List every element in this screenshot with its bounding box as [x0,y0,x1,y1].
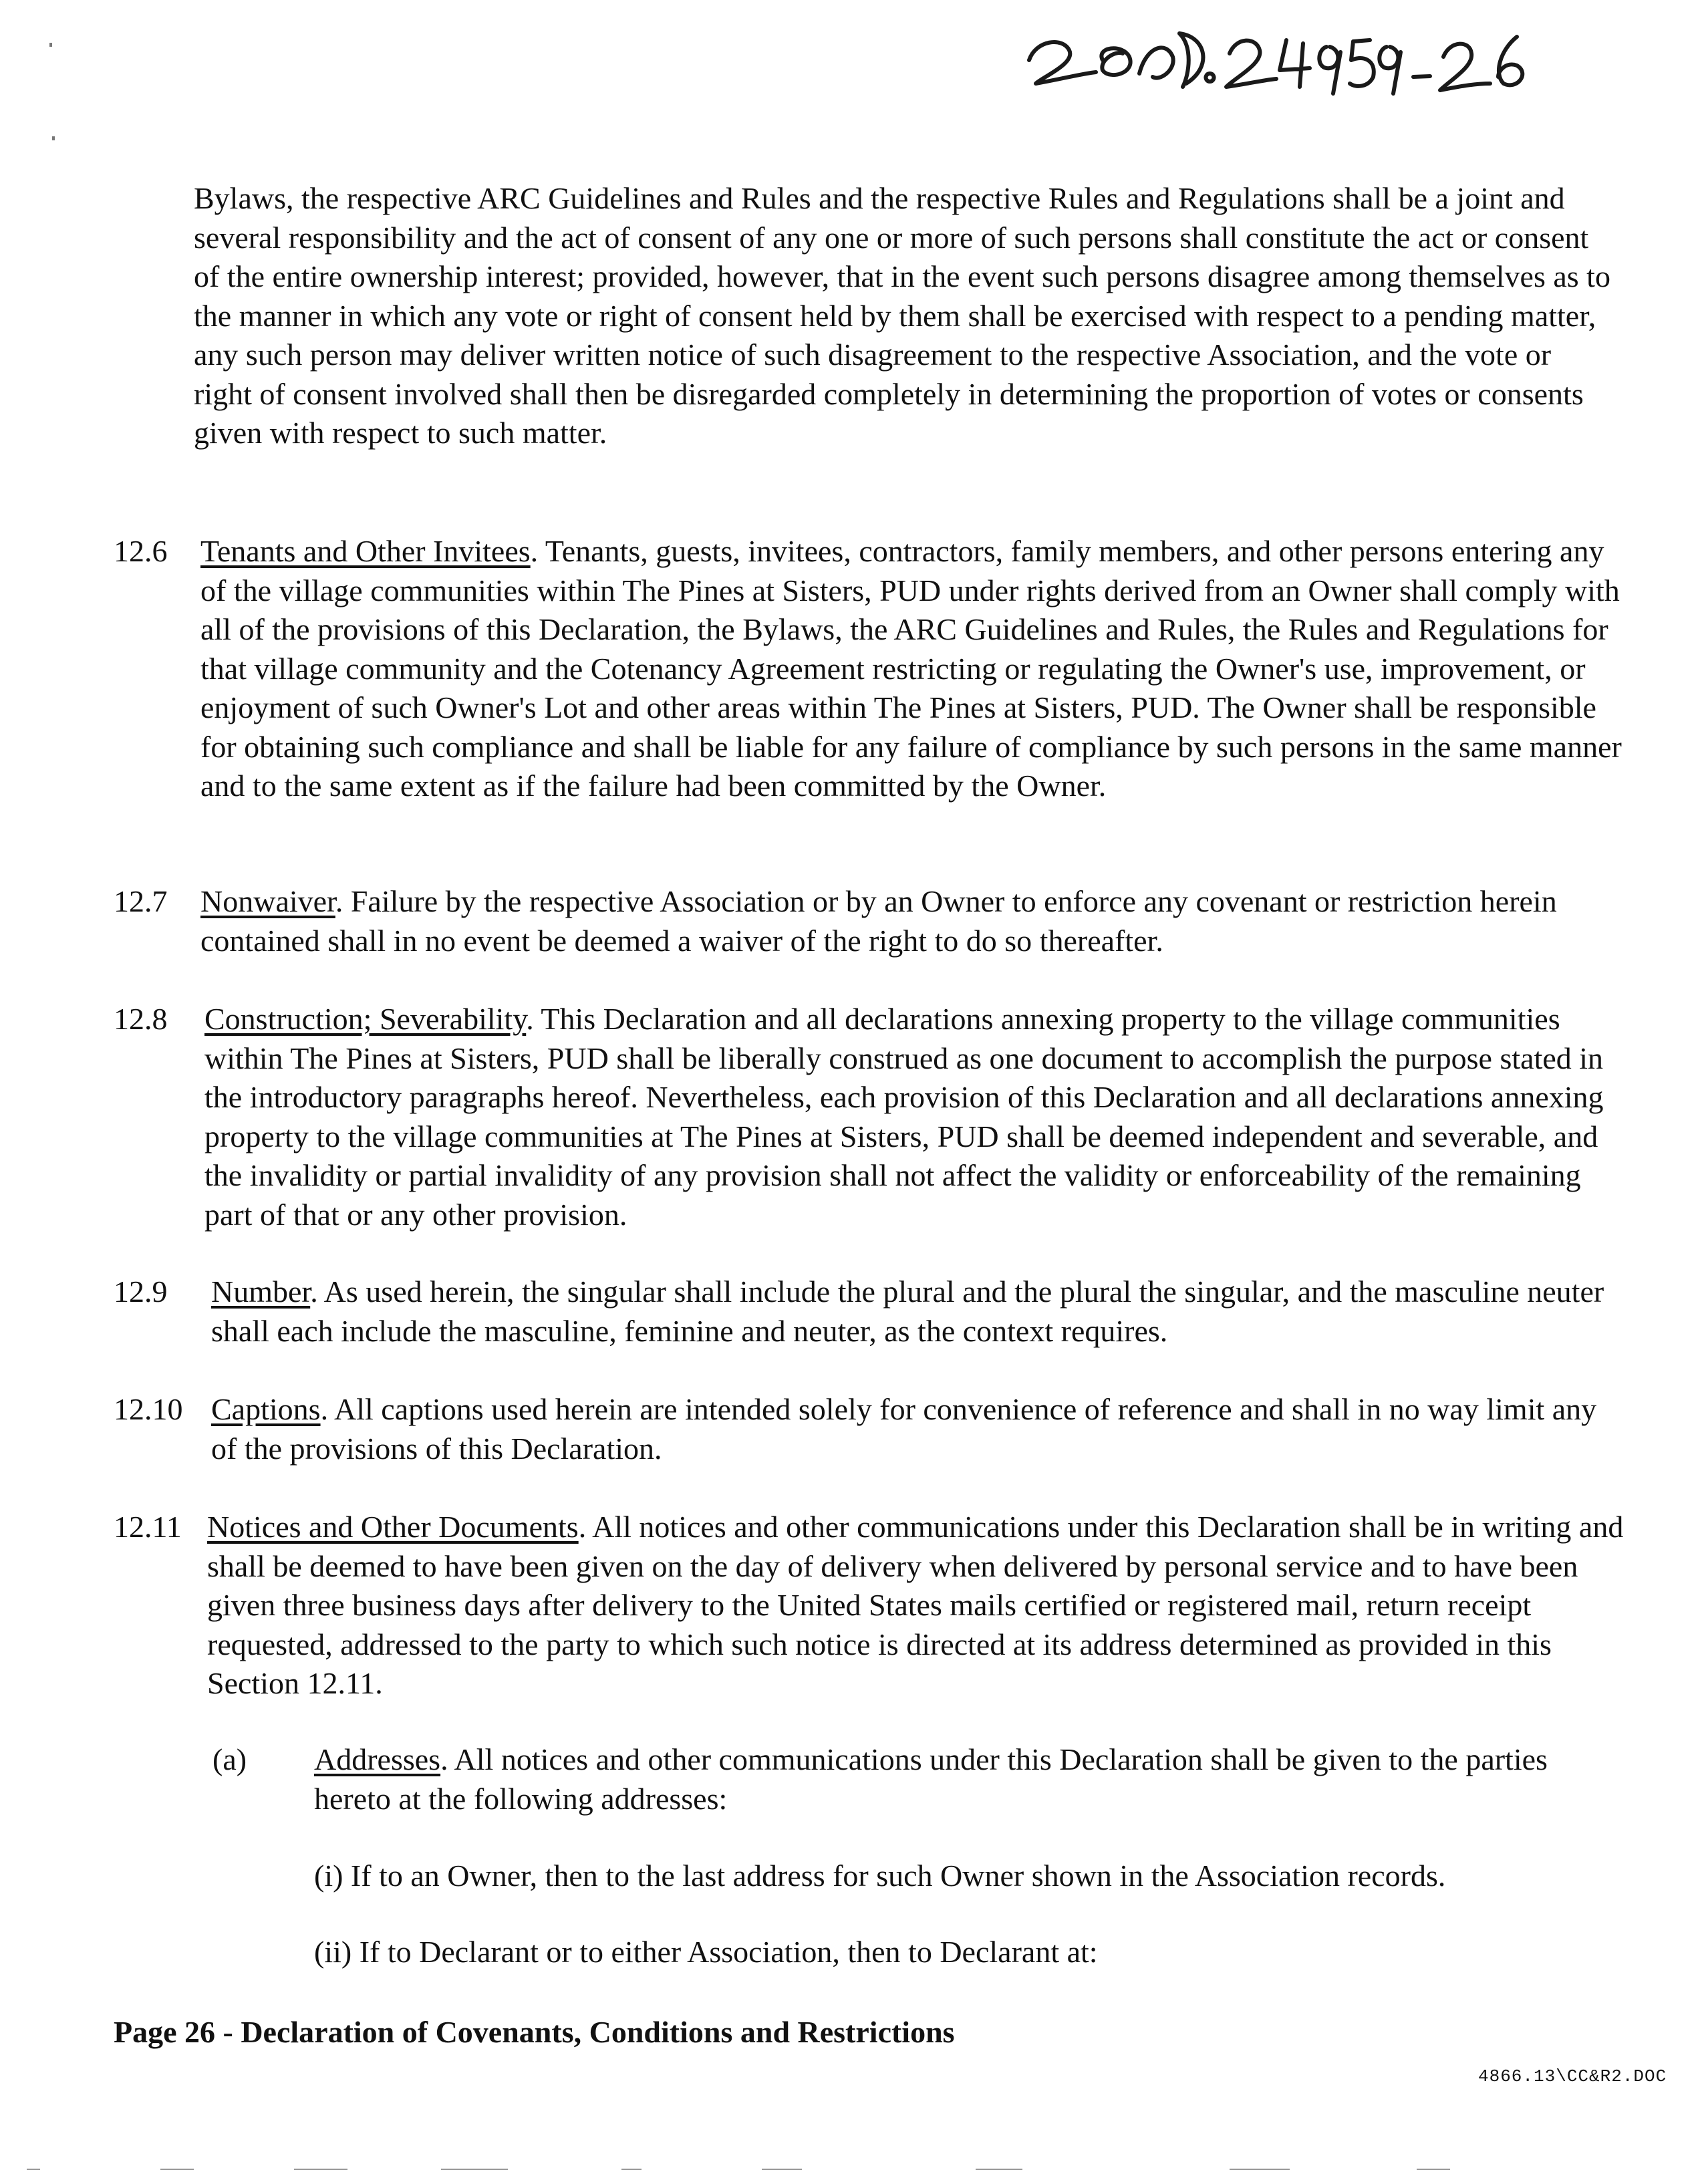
section-text: . All captions used herein are intended solely for convenience of reference and shall in no way limit any of the provisions of this Declaration. [211,1392,1597,1466]
section-number: 12.10 [114,1392,183,1426]
section-number: 12.7 [114,884,168,918]
address-item-owner [314,1857,1624,1896]
section-number: 12.9 [114,1274,168,1309]
section-text: . As used herein, the singular shall include the plural and the plural the singular, and the masculine neuter shall each include the masculine, feminine and neuter, as the context requires. [211,1274,1604,1348]
section-title: Number [211,1274,311,1309]
scan-speck [52,136,55,140]
address-item-text: (i) If to an Owner, then to the last address for such Owner shown in the Association records. [314,1859,1446,1893]
section-text: . Failure by the respective Association or by an Owner to enforce any covenant or restriction herein contained shall in no event be deemed a waiver of the right to do so thereafter. [200,884,1557,958]
section-12-11 [207,1508,1624,1703]
scan-edge-noise [0,2163,1700,2176]
section-title: Nonwaiver [200,884,335,918]
section-12-8 [204,1000,1624,1234]
section-12-9 [211,1272,1624,1351]
section-text: . Tenants, guests, invitees, contractors, family members, and other persons entering any of the village communities within The Pines at Sisters, PUD under rights derived from an Owner shall comply with all of the provisions of this Declaration, the Bylaws, the ARC Guidelines and Rules, the Rules and Regulations for that village community and the Cotenancy Agreement restricting or regulating the Owner's use, improvement, or enjoyment of such Owner's Lot and other areas within The Pines at Sisters, PUD. The Owner shall be responsible for obtaining such compliance and shall be liable for any failure of compliance by such persons in the same manner and to the same extent as if the failure had been committed by the Owner. [200,534,1622,803]
subsection-title: Addresses [314,1742,441,1776]
section-text: . This Declaration and all declarations annexing property to the village communities within The Pines at Sisters, PUD shall be liberally construed as one document to accomplish the purpose stated in the introductory paragraphs hereof. Nevertheless, each provision of this Declaration and all declarations annexing property to the village communities at The Pines at Sisters, PUD shall be deemed independent and severable, and the invalidity or partial invalidity of any provision shall not affect the validity or enforceability of the remaining part of that or any other provision. [204,1002,1604,1232]
subsection-text: . All notices and other communications under this Declaration shall be given to the parties hereto at the following addresses: [314,1742,1548,1816]
paragraph-continuation [194,179,1610,453]
section-title: Notices and Other Documents [207,1510,579,1544]
section-title: Construction; Severability [204,1002,527,1036]
section-number: 12.11 [114,1510,182,1544]
paragraph-text: Bylaws, the respective ARC Guidelines and Rules and the respective Rules and Regulations shall be a joint and several responsibility and the act of consent of any one or more of such persons shall constitute the act or consent of the entire ownership interest; provided, however, that in the event such persons disagree among themselves as to the manner in which any vote or right of consent held by them shall be exercised with respect to a pending matter, any such person may deliver written notice of such disagreement to the respective Association, and the vote or right of consent involved shall then be disregarded completely in determining the proportion of votes or consents given with respect to such matter. [194,181,1610,450]
handwritten-recording-number [1022,20,1624,100]
section-title: Captions [211,1392,321,1426]
subsection-letter: (a) [212,1742,247,1776]
section-title: Tenants and Other Invitees [200,534,531,568]
address-item-text: (ii) If to Declarant or to either Association, then to Declarant at: [314,1935,1098,1969]
section-number: 12.6 [114,534,168,568]
section-12-10 [211,1390,1624,1468]
section-12-7 [200,882,1624,960]
section-text: . All notices and other communications under this Declaration shall be in writing and shall be deemed to have been given on the day of delivery when delivered by personal service and to have been given three business days after delivery to the United States mails certified or registered mail, return receipt requested, addressed to the party to which such notice is directed at its address determined as provided in this Section 12.11. [207,1510,1624,1700]
page-footer-title: Page 26 - Declaration of Covenants, Conditions and Restrictions [114,2015,955,2049]
scan-speck [49,43,52,47]
subsection-addresses [314,1740,1624,1818]
section-number: 12.8 [114,1002,168,1036]
address-item-declarant [314,1933,1624,1972]
section-12-6 [200,532,1624,806]
document-code: 4866.13\CC&R2.DOC [1478,2066,1667,2086]
